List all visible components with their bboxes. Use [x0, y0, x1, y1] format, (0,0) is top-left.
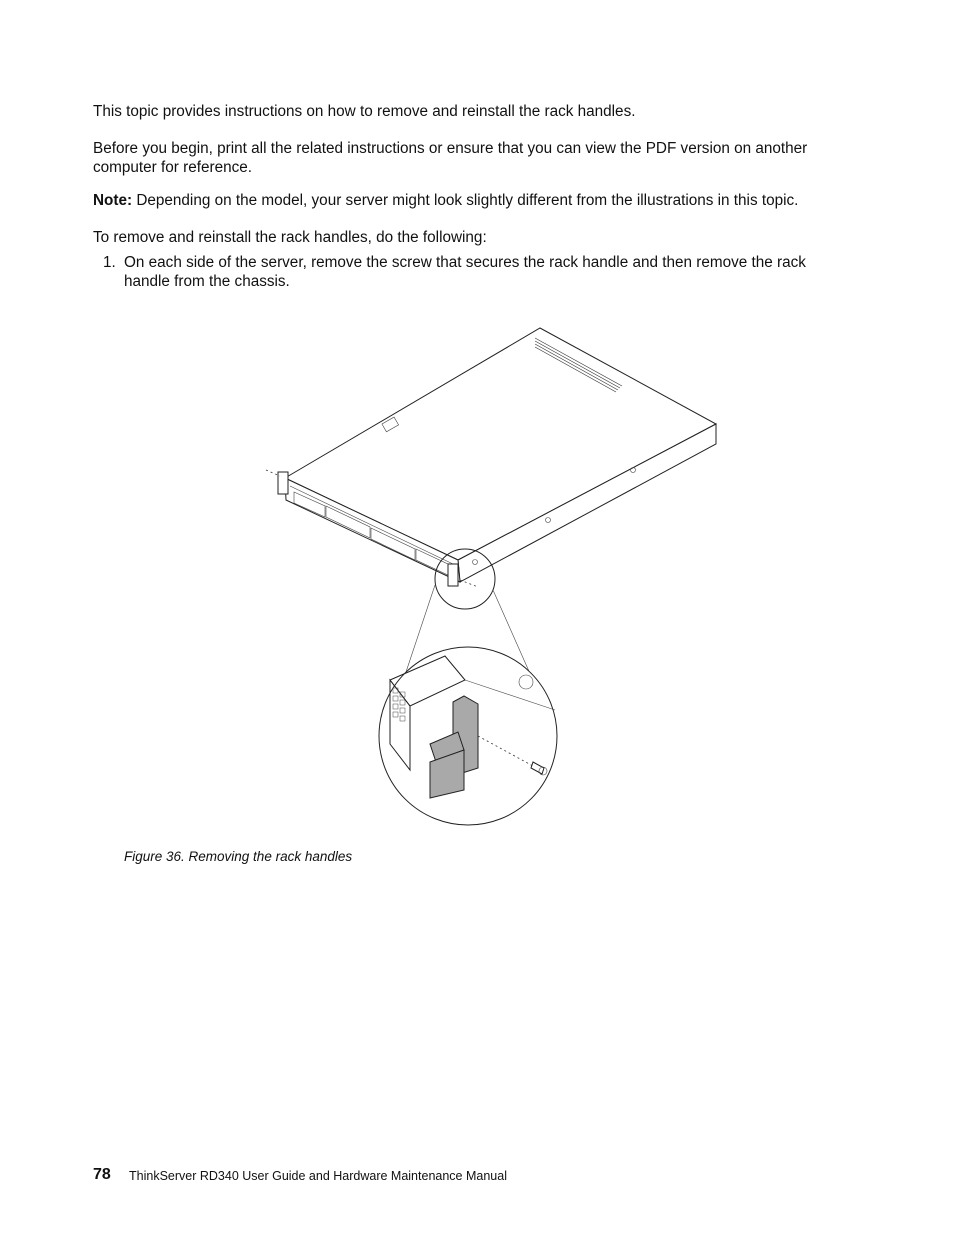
page-number: 78 [93, 1166, 111, 1183]
before-begin-paragraph: Before you begin, print all the related instructions or ensure that you can view the PDF version on another computer for reference. [93, 140, 808, 176]
note-text: Depending on the model, your server might look slightly different from the illustrations in this topic. [136, 192, 799, 209]
figure-caption: Figure 36. Removing the rack handles [124, 849, 353, 864]
procedure-intro: To remove and reinstall the rack handles, do the following: [93, 229, 487, 246]
step-1-text: On each side of the server, remove the screw that secures the rack handle and then remove the rack handle from the chassis. [124, 254, 806, 290]
footer-title: ThinkServer RD340 User Guide and Hardware Maintenance Manual [129, 1169, 507, 1183]
rack-handle-removal-illustration [250, 320, 730, 840]
step-1-number: 1. [103, 254, 116, 271]
intro-paragraph: This topic provides instructions on how to remove and reinstall the rack handles. [93, 103, 636, 120]
note-paragraph [93, 191, 838, 210]
note-label: Note: [93, 192, 133, 209]
